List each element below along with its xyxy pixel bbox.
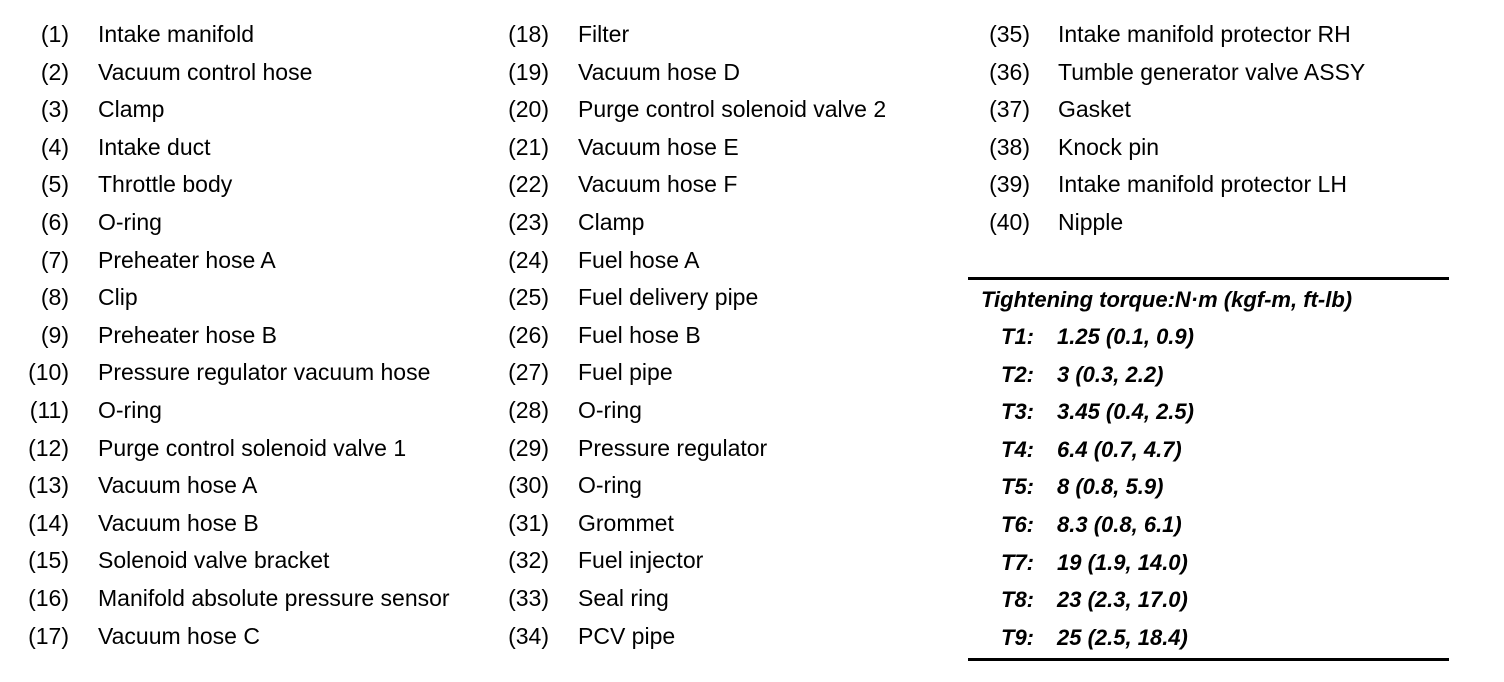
- part-number: (20): [508, 96, 549, 123]
- part-number: (10): [28, 359, 69, 386]
- part-name: Vacuum control hose: [98, 58, 313, 85]
- part-row: [480, 204, 970, 242]
- part-number: (24): [508, 246, 549, 273]
- part-name: Purge control solenoid valve 1: [98, 434, 407, 461]
- part-number: (32): [508, 547, 549, 574]
- part-number: (6): [40, 208, 69, 235]
- part-name: Intake duct: [98, 133, 211, 160]
- part-row: [480, 392, 970, 430]
- torque-row: [968, 544, 1449, 582]
- part-number: (15): [28, 547, 69, 574]
- part-name: Vacuum hose F: [578, 171, 738, 198]
- part-name: Fuel pipe: [578, 359, 673, 386]
- torque-key: T7:: [1001, 549, 1034, 575]
- part-name: Throttle body: [98, 171, 233, 198]
- part-name: Clip: [98, 284, 138, 311]
- part-name: Clamp: [98, 96, 165, 123]
- part-row: [960, 91, 1460, 129]
- part-row: [480, 16, 970, 54]
- part-name: Preheater hose A: [98, 246, 276, 273]
- part-name: Fuel delivery pipe: [578, 284, 759, 311]
- part-number: (27): [508, 359, 549, 386]
- part-name: Pressure regulator: [578, 434, 768, 461]
- part-number: (21): [508, 133, 549, 160]
- part-name: Fuel injector: [578, 547, 704, 574]
- torque-row: [968, 581, 1449, 619]
- part-row: [0, 317, 490, 355]
- torque-value: 25 (2.5, 18.4): [1057, 624, 1188, 650]
- part-number: (37): [989, 96, 1030, 123]
- torque-value: 8.3 (0.8, 6.1): [1057, 511, 1182, 537]
- part-number: (8): [40, 284, 69, 311]
- part-name: Gasket: [1058, 96, 1131, 123]
- part-number: (30): [508, 472, 549, 499]
- part-number: (5): [40, 171, 69, 198]
- part-name: Tumble generator valve ASSY: [1058, 58, 1366, 85]
- part-number: (4): [40, 133, 69, 160]
- part-row: [0, 542, 490, 580]
- part-number: (31): [508, 509, 549, 536]
- part-name: Pressure regulator vacuum hose: [98, 359, 431, 386]
- torque-value: 23 (2.3, 17.0): [1057, 587, 1188, 613]
- part-number: (36): [989, 58, 1030, 85]
- torque-row: [968, 318, 1449, 356]
- part-name: Nipple: [1058, 208, 1124, 235]
- part-row: [480, 618, 970, 656]
- part-name: Vacuum hose A: [98, 472, 258, 499]
- part-name: Fuel hose A: [578, 246, 700, 273]
- part-row: [0, 618, 490, 656]
- torque-row: [968, 356, 1449, 394]
- part-row: [0, 242, 490, 280]
- part-row: [480, 505, 970, 543]
- parts-list-column-1: [0, 16, 490, 655]
- part-number: (22): [508, 171, 549, 198]
- part-row: [0, 129, 490, 167]
- part-row: [480, 430, 970, 468]
- part-name: Intake manifold protector RH: [1058, 21, 1351, 47]
- torque-row: [968, 506, 1449, 544]
- part-number: (19): [508, 58, 549, 85]
- part-row: [480, 54, 970, 92]
- part-number: (23): [508, 208, 549, 235]
- torque-value: 6.4 (0.7, 4.7): [1057, 436, 1182, 462]
- torque-value: 3.45 (0.4, 2.5): [1057, 399, 1194, 425]
- part-row: [480, 166, 970, 204]
- part-row: [480, 129, 970, 167]
- torque-value: 1.25 (0.1, 0.9): [1057, 324, 1194, 349]
- part-row: [0, 467, 490, 505]
- part-row: [480, 542, 970, 580]
- torque-key: T3:: [1001, 399, 1034, 425]
- part-row: [480, 467, 970, 505]
- torque-value: 3 (0.3, 2.2): [1057, 361, 1164, 387]
- torque-table-title: Tightening torque:N·m (kgf-m, ft-lb): [981, 287, 1353, 312]
- part-row: [960, 166, 1460, 204]
- part-number: (16): [28, 584, 69, 611]
- part-number: (13): [28, 472, 69, 499]
- part-number: (25): [508, 284, 549, 311]
- part-number: (35): [989, 21, 1030, 47]
- torque-rows: [968, 318, 1449, 656]
- part-number: (29): [508, 434, 549, 461]
- part-name: Knock pin: [1058, 133, 1160, 160]
- part-name: Clamp: [578, 208, 645, 235]
- part-name: Vacuum hose D: [578, 58, 740, 85]
- part-number: (17): [28, 622, 69, 649]
- part-number: (18): [508, 21, 549, 47]
- torque-key: T6:: [1001, 511, 1034, 537]
- part-number: (9): [40, 321, 69, 348]
- part-number: (33): [508, 584, 549, 611]
- part-name: O-ring: [578, 396, 642, 423]
- tightening-torque-table: [968, 277, 1449, 661]
- torque-key: T5:: [1001, 474, 1034, 500]
- part-row: [480, 279, 970, 317]
- part-number: (3): [40, 96, 69, 123]
- part-row: [960, 129, 1460, 167]
- part-row: [0, 204, 490, 242]
- torque-key: T8:: [1001, 587, 1034, 613]
- part-name: PCV pipe: [578, 622, 676, 649]
- part-number: (28): [508, 396, 549, 423]
- part-number: (7): [40, 246, 69, 273]
- parts-list-column-2: [480, 16, 970, 655]
- torque-value: 8 (0.8, 5.9): [1057, 474, 1164, 500]
- part-row: [480, 242, 970, 280]
- part-number: (38): [989, 133, 1030, 160]
- torque-key: T2:: [1001, 361, 1034, 387]
- part-number: (14): [28, 509, 69, 536]
- part-row: [0, 580, 490, 618]
- torque-key: T9:: [1001, 624, 1034, 650]
- parts-list-column-3: [960, 16, 1460, 242]
- part-row: [0, 430, 490, 468]
- torque-key: T1:: [1001, 324, 1034, 349]
- torque-row: [968, 393, 1449, 431]
- part-name: Preheater hose B: [98, 321, 278, 348]
- part-row: [960, 16, 1460, 54]
- part-name: Seal ring: [578, 584, 669, 611]
- torque-row: [968, 468, 1449, 506]
- part-name: Purge control solenoid valve 2: [578, 96, 887, 123]
- part-number: (40): [989, 208, 1030, 235]
- torque-key: T4:: [1001, 436, 1034, 462]
- part-row: [480, 580, 970, 618]
- part-number: (39): [989, 171, 1030, 198]
- part-number: (2): [40, 58, 69, 85]
- part-number: (26): [508, 321, 549, 348]
- part-row: [0, 279, 490, 317]
- part-name: Intake manifold protector LH: [1058, 171, 1347, 198]
- torque-value: 19 (1.9, 14.0): [1057, 549, 1188, 575]
- part-name: O-ring: [98, 396, 162, 423]
- part-name: Vacuum hose E: [578, 133, 739, 160]
- part-name: Vacuum hose C: [98, 622, 260, 649]
- part-row: [0, 392, 490, 430]
- part-row: [480, 354, 970, 392]
- part-row: [480, 317, 970, 355]
- part-row: [0, 16, 490, 54]
- part-name: Fuel hose B: [578, 321, 701, 348]
- part-row: [960, 204, 1460, 242]
- part-name: Manifold absolute pressure sensor: [98, 584, 450, 611]
- part-name: O-ring: [578, 472, 642, 499]
- part-name: Intake manifold: [98, 21, 254, 47]
- part-name: O-ring: [98, 208, 162, 235]
- part-row: [0, 166, 490, 204]
- part-name: Grommet: [578, 509, 674, 536]
- part-row: [960, 54, 1460, 92]
- part-row: [0, 505, 490, 543]
- part-name: Solenoid valve bracket: [98, 547, 330, 574]
- part-name: Filter: [578, 21, 630, 47]
- part-number: (11): [29, 396, 69, 423]
- part-name: Vacuum hose B: [98, 509, 259, 536]
- torque-row: [968, 619, 1449, 657]
- part-row: [0, 91, 490, 129]
- part-number: (1): [40, 21, 69, 47]
- part-number: (34): [508, 622, 549, 649]
- part-row: [480, 91, 970, 129]
- torque-row: [968, 431, 1449, 469]
- part-row: [0, 354, 490, 392]
- part-number: (12): [28, 434, 69, 461]
- part-row: [0, 54, 490, 92]
